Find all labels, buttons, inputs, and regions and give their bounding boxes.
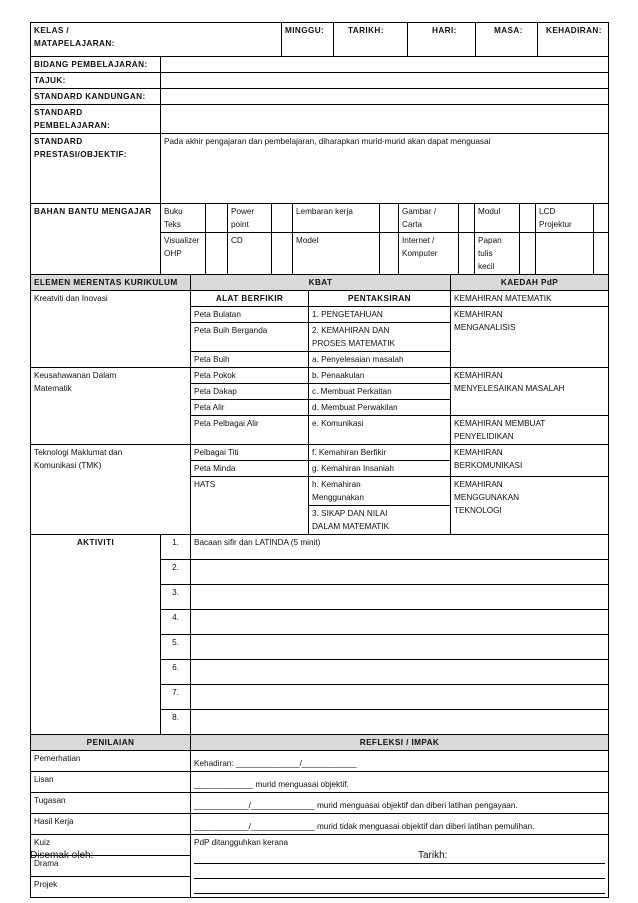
refleksi-kehadiran[interactable]: Kehadiran: ______________/____________ [191,751,609,772]
aktiviti-no: 8. [161,710,191,735]
aktiviti-no: 1. [161,535,191,560]
matapelajaran-label: MATAPELAJARAN: [34,39,115,48]
masa-label: MASA: [494,26,523,35]
bb-checkbox-7[interactable] [206,233,228,275]
tarikh-footer-label: Tarikh: [418,850,448,861]
kaedah-matematik: KEMAHIRAN MATEMATIK [451,291,609,307]
sp-line2: PEMBELAJARAN: [34,121,111,130]
aktiviti-label: AKTIVITI [31,535,161,735]
bb-lembaran-kerja: Lembaran kerja [293,204,380,233]
standard-pembelajaran-label [31,105,161,134]
penilaian-item: Projek [31,877,191,898]
bb-lcd-projektur: LCD Projektur [536,204,594,233]
penilaian-item: Drama [31,856,191,877]
bahan-bantu-label: BAHAN BANTU MENGAJAR [31,204,161,275]
bb-model: Model [293,233,380,275]
sp-line1: STANDARD [34,108,83,117]
penilaian-item: Hasil Kerja [31,814,191,835]
pentaksiran-line: PROSES MATEMATIK [312,339,395,348]
alat-item: Peta Pokok [191,368,309,384]
alat-item: Pelbagai Titi [191,445,309,461]
aktiviti-no: 4. [161,610,191,635]
kelas-label: KELAS / [34,26,70,35]
aktiviti-text[interactable] [191,560,609,585]
penilaian-item: Lisan [31,772,191,793]
standard-pembelajaran-value[interactable] [161,105,609,134]
aktiviti-no: 2. [161,560,191,585]
penilaian-header: PENILAIAN [31,735,191,751]
spr-line2: PRESTASI/OBJEKTIF: [34,150,128,159]
pentaksiran-item: b. Penaakulan [309,368,451,384]
hari-label: HARI: [432,26,457,35]
kehadiran-field [538,23,609,57]
kaedah-menganalisis: KEMAHIRAN MENGANALISIS [451,307,609,368]
bb-checkbox-8[interactable] [272,233,293,275]
kbat-table [30,274,609,535]
standard-kandungan-label: STANDARD KANDUNGAN: [31,89,161,105]
bb-cd: CD [228,233,272,275]
refleksi-pemulihan[interactable]: ____________/______________ murid tidak menguasai objektif dan diberi latihan pemulihan. [191,814,609,835]
refleksi-pengayaan[interactable]: ____________/______________ murid menguasai objektif dan diberi latihan pengayaan. [191,793,609,814]
alat-item: Peta Buih [191,352,309,368]
tajuk-value[interactable] [161,73,609,89]
aktiviti-text[interactable] [191,610,609,635]
kaedah-penyelidikan: KEMAHIRAN MEMBUAT PENYELIDIKAN [451,416,609,445]
kaedah-menyelesaikan: KEMAHIRAN MENYELESAIKAN MASALAH [451,368,609,416]
refleksi-header: REFLEKSI / IMPAK [191,735,609,751]
bidang-label: BIDANG PEMBELAJARAN: [31,57,161,73]
blank-line[interactable] [194,852,605,864]
pentaksiran-item: 1. PENGETAHUAN [309,307,451,323]
kbat-header: KBAT [191,275,451,291]
tajuk-label: TAJUK: [31,73,161,89]
header-table [30,22,609,57]
bb-buku-teks: Buku Teks [161,204,206,233]
pentaksiran-item: c. Membuat Perkaitan [309,384,451,400]
aktiviti-no: 6. [161,660,191,685]
alat-item: Peta Minda [191,461,309,477]
bb-checkbox-1[interactable] [206,204,228,233]
bb-visualizer-ohp: Visualizer OHP [161,233,206,275]
tarikh-label: TARIKH: [348,26,384,35]
alat-item: Peta Dakap [191,384,309,400]
pentaksiran-line: 2. KEMAHIRAN DAN [312,326,390,335]
pentaksiran-item: a. Penyelesaian masalah [309,352,451,368]
kaedah-berkomunikasi: KEMAHIRAN BERKOMUNIKASI [451,445,609,477]
kehadiran-label: KEHADIRAN: [546,26,602,35]
aktiviti-text[interactable] [191,685,609,710]
alat-item: HATS [191,477,309,535]
bb-checkbox-4[interactable] [459,204,475,233]
aktiviti-text[interactable] [191,635,609,660]
pentaksiran-item: e. Komunikasi [309,416,451,445]
disemak-label: Disemak oleh: [30,850,94,861]
aktiviti-text[interactable]: Bacaan sifir dan LATINDA (5 minit) [191,535,609,560]
alat-item: Peta Alir [191,400,309,416]
spr-line1: STANDARD [34,137,83,146]
aktiviti-table [30,534,609,735]
bb-gambar-carta: Gambar / Carta [399,204,459,233]
alat-item: Peta Pelbagai Alir [191,416,309,445]
kaedah-teknologi: KEMAHIRAN MENGGUNAKAN TEKNOLOGI [451,477,609,535]
elemen-keusahawanan: Keusahawanan Dalam Matematik [31,368,191,445]
bidang-value[interactable] [161,57,609,73]
penilaian-item: Kuiz [31,835,191,856]
alat-item: Peta Buih Berganda [191,323,309,352]
bb-checkbox-6[interactable] [594,204,609,233]
kaedah-header: KAEDAH PdP [451,275,609,291]
pentaksiran-item [309,477,451,506]
bb-modul: Modul [475,204,520,233]
bahan-bantu-table [30,203,609,275]
masa-field [476,23,538,57]
pentaksiran-item [309,323,451,352]
alat-item: Peta Bulatan [191,307,309,323]
minggu-field [282,23,334,57]
pentaksiran-item: 3. SIKAP DAN NILAI DALAM MATEMATIK [309,506,451,535]
aktiviti-no: 5. [161,635,191,660]
penilaian-item: Pemerhatian [31,751,191,772]
aktiviti-text[interactable] [191,710,609,735]
info-table [30,56,609,204]
lesson-plan-form [30,22,608,898]
bb-internet-komputer: Internet / Komputer [399,233,459,275]
bb-checkbox-9[interactable] [380,233,399,275]
bb-checkbox-10[interactable] [459,233,475,275]
pentaksiran-item: d. Membuat Perwakilan [309,400,451,416]
aktiviti-no: 7. [161,685,191,710]
aktiviti-text[interactable] [191,585,609,610]
pentaksiran-item: g. Kemahiran Insaniah [309,461,451,477]
penilaian-item: Tugasan [31,793,191,814]
aktiviti-no: 3. [161,585,191,610]
standard-kandungan-value[interactable] [161,89,609,105]
blank-line[interactable] [194,882,605,894]
elemen-kreativiti: Kreatviti dan Inovasi [31,291,191,368]
objektif-text[interactable]: Pada akhir pengajaran dan pembelajaran, diharapkan murid-murid akan dapat menguasai [161,134,609,204]
elemen-header: ELEMEN MERENTAS KURIKULUM [31,275,191,291]
kelas-field [31,23,282,57]
refleksi-menguasai[interactable]: _____________ murid menguasai objektif. [191,772,609,793]
bb-checkbox-5[interactable] [520,204,536,233]
tarikh-field [334,23,408,57]
refleksi-ditangguhkan: PdP ditangguhkan kerana [194,838,289,847]
bb-powerpoint: Power point [228,204,272,233]
pentaksiran-line: Menggunakan [312,493,364,502]
minggu-label: MINGGU: [285,26,325,35]
alat-berfikir-header: ALAT BERFIKIR [191,291,309,307]
standard-prestasi-label [31,134,161,204]
pentaksiran-item: f. Kemahiran Berfikir [309,445,451,461]
penilaian-table [30,734,609,898]
bb-checkbox-3[interactable] [380,204,399,233]
bb-papan-tulis: Papan tulis kecil [475,233,520,275]
aktiviti-text[interactable] [191,660,609,685]
blank-line[interactable] [194,867,605,879]
refleksi-ditangguhkan-cell[interactable] [191,835,609,898]
hari-field [408,23,476,57]
bb-empty-2 [594,233,609,275]
bb-checkbox-11[interactable] [520,233,536,275]
bb-empty-1 [536,233,594,275]
elemen-tmk: Teknologi Maklumat dan Komunikasi (TMK) [31,445,191,535]
pentaksiran-header: PENTAKSIRAN [309,291,451,307]
pentaksiran-line: h. Kemahiran [312,480,361,489]
bb-checkbox-2[interactable] [272,204,293,233]
